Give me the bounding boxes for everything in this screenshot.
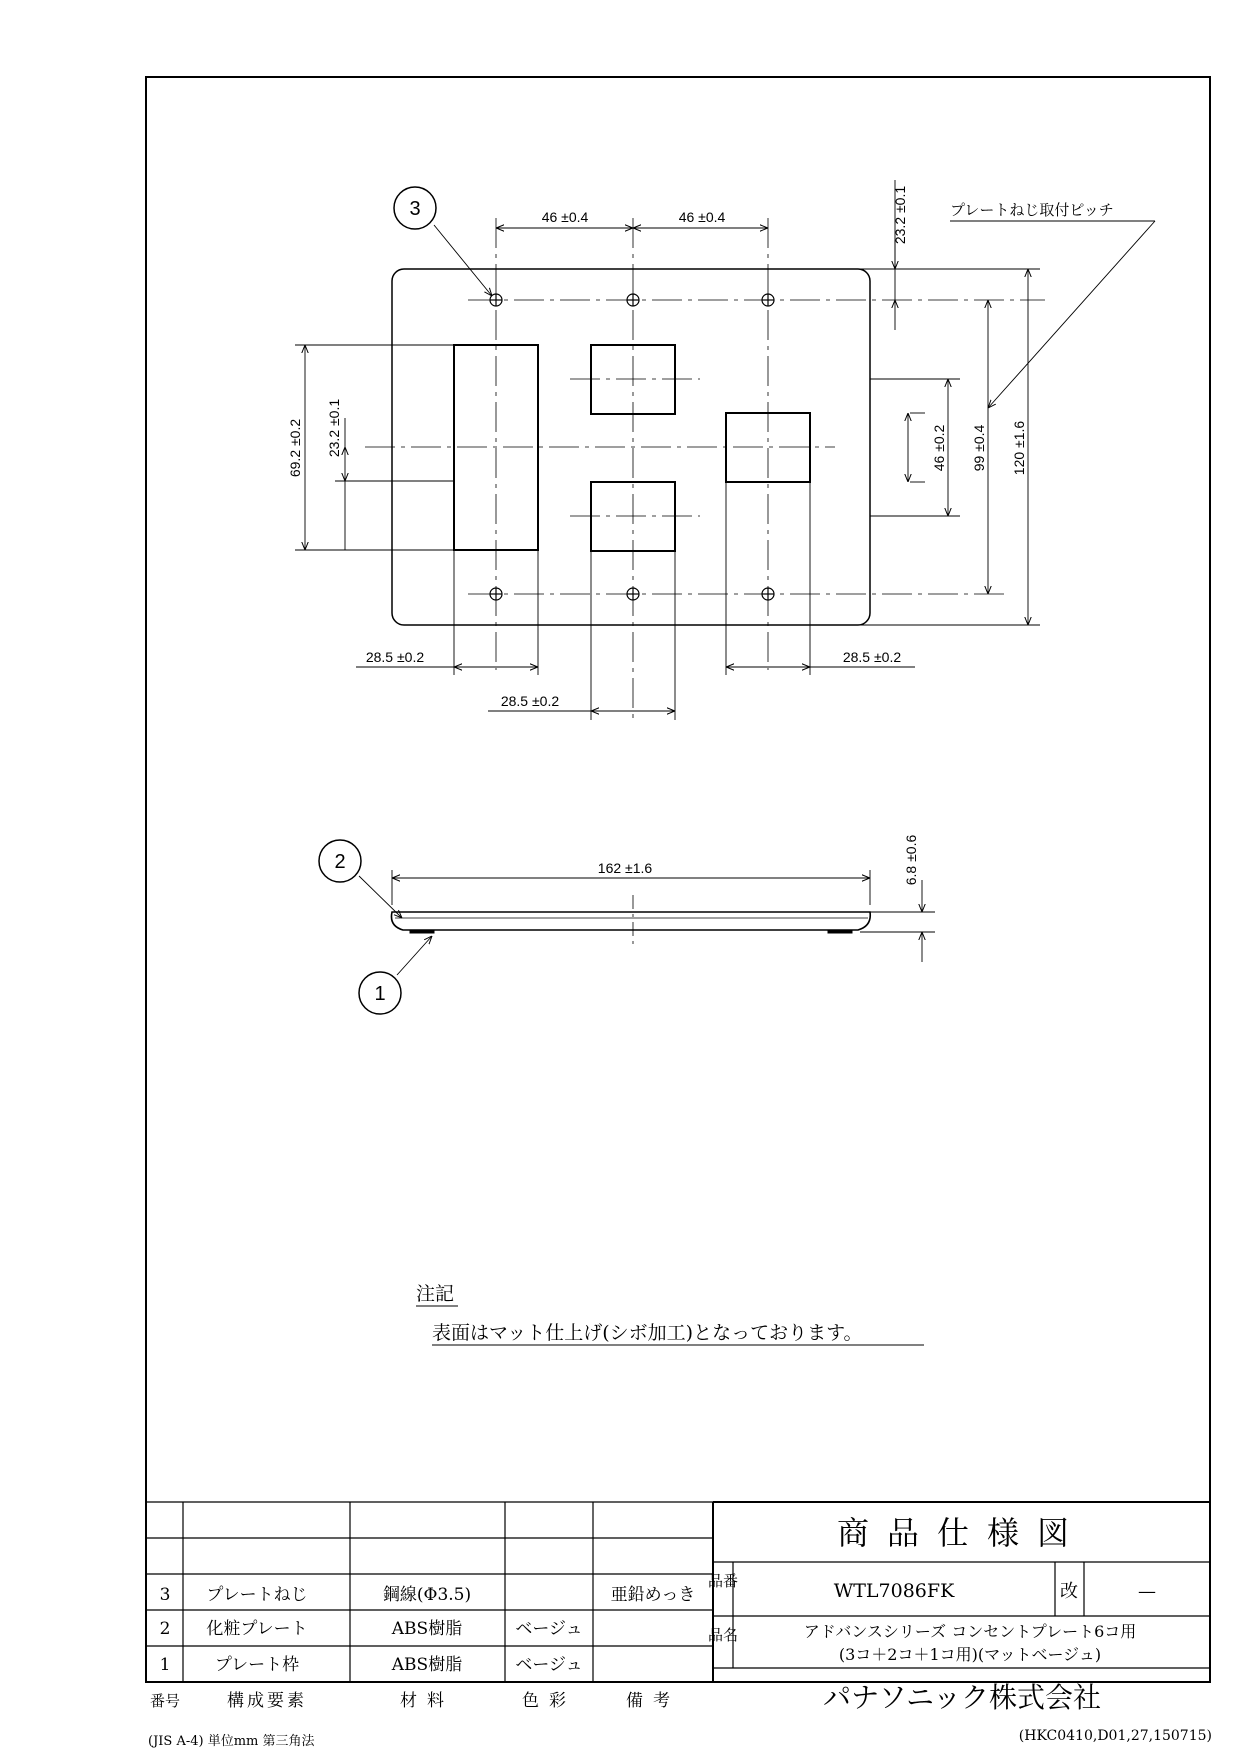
- parts-list: [150, 1585, 695, 1711]
- dim-width-center: 28.5 ±0.2: [500, 693, 560, 709]
- svg-text:2: 2: [334, 851, 346, 873]
- part-3-material: 鋼線(Φ3.5): [382, 1585, 472, 1605]
- notes-text: 表面はマット仕上げ(シボ加工)となっております。: [432, 1322, 863, 1344]
- dim-right-120: 120 ±1.6: [1011, 420, 1027, 476]
- part-3-no: 3: [159, 1585, 171, 1605]
- sheet-border: [146, 77, 1210, 1682]
- svg-text:3: 3: [409, 198, 421, 220]
- part-2-color: ベージュ: [515, 1619, 583, 1639]
- dim-screw-pitch-label: プレートねじ取付ピッチ: [950, 201, 1114, 219]
- dim-width-right: 28.5 ±0.2: [842, 649, 902, 665]
- notes: [416, 1283, 924, 1345]
- part-3-component: プレートねじ: [206, 1585, 308, 1605]
- header-material: 材料: [400, 1691, 454, 1711]
- part-3-remarks: 亜鉛めっき: [610, 1585, 696, 1605]
- part-1-no: 1: [159, 1655, 171, 1675]
- part-2-material: ABS樹脂: [391, 1619, 463, 1639]
- rev-value: —: [1138, 1581, 1156, 1602]
- footer-right: (HKC0410,D01,27,150715): [1018, 1728, 1212, 1744]
- dim-right-99: 99 ±0.4: [971, 424, 987, 472]
- callout-2: [319, 840, 361, 882]
- dim-length: 162 ±1.6: [597, 860, 653, 876]
- dim-top-offset: 23.2 ±0.1: [892, 185, 908, 245]
- dim-left-outer: 69.2 ±0.2: [287, 418, 303, 478]
- callout-1: [359, 972, 401, 1014]
- company-name: パナソニック株式会社: [822, 1681, 1102, 1714]
- part-name-line1: アドバンスシリーズ コンセントプレート6コ用: [803, 1622, 1137, 1641]
- side-view: [359, 870, 935, 975]
- part-no-label: 品番: [707, 1572, 739, 1590]
- callout-3: [394, 187, 436, 229]
- dim-left-inner: 23.2 ±0.1: [326, 398, 342, 458]
- part-2-component: 化粧プレート: [206, 1619, 308, 1639]
- part-name-line2: (3コ＋2コ＋1コ用)(マットベージュ): [838, 1645, 1102, 1664]
- notes-title: 注記: [416, 1283, 455, 1305]
- part-1-material: ABS樹脂: [391, 1655, 463, 1675]
- part-2-no: 2: [159, 1619, 171, 1639]
- footer-left: (JIS A-4) 単位mm 第三角法: [148, 1734, 315, 1749]
- part-1-component: プレート枠: [214, 1655, 300, 1675]
- dim-pitch-h1: 46 ±0.4: [541, 209, 589, 225]
- header-color: 色彩: [522, 1691, 576, 1711]
- dim-width-left: 28.5 ±0.2: [365, 649, 425, 665]
- rev-label: 改: [1060, 1581, 1078, 1602]
- header-remarks: 備考: [626, 1691, 680, 1711]
- dim-thickness: 6.8 ±0.6: [903, 834, 919, 886]
- dim-pitch-h2: 46 ±0.4: [678, 209, 726, 225]
- part-no: WTL7086FK: [833, 1580, 955, 1602]
- header-component: 構成要素: [227, 1691, 307, 1711]
- svg-text:1: 1: [374, 983, 386, 1005]
- dim-right-46: 46 ±0.2: [931, 424, 947, 472]
- title-block-right: [708, 1514, 1156, 1714]
- doc-title: 商品仕様図: [836, 1514, 1088, 1552]
- part-name-label: 品名: [707, 1626, 739, 1644]
- plate-profile: [391, 912, 870, 930]
- part-1-color: ベージュ: [515, 1655, 583, 1675]
- header-no: 番号: [149, 1692, 181, 1710]
